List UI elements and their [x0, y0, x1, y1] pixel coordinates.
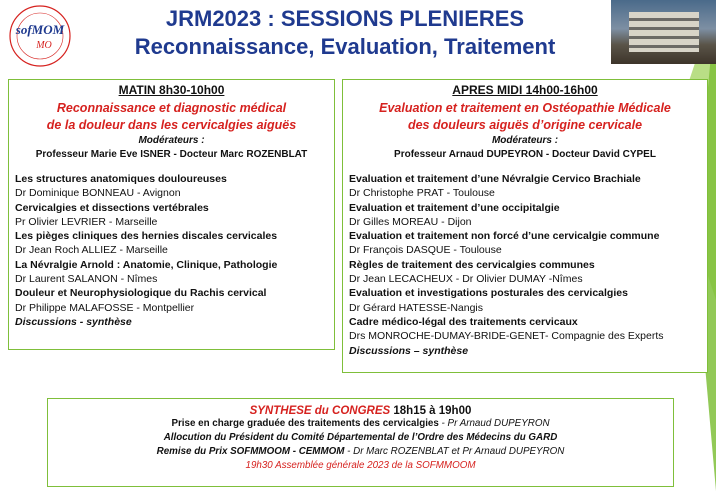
program-item-speaker: Dr Christophe PRAT - Toulouse: [349, 187, 495, 200]
synthesis-header-title: SYNTHESE du CONGRES: [249, 405, 391, 417]
afternoon-session-box: [342, 79, 708, 373]
afternoon-moderators: Professeur Arnaud DUPEYRON - Docteur David CYPEL: [394, 149, 656, 160]
building-photo: [611, 0, 716, 64]
morning-program-list: [15, 172, 334, 329]
afternoon-session-subtitle-1: Evaluation et traitement en Ostéopathie Médicale: [379, 101, 671, 115]
page-subtitle: Reconnaissance, Evaluation, Traitement: [134, 34, 556, 59]
synthesis-line-3-text: Remise du Prix SOFMMOOM - CEMMOM: [156, 446, 345, 457]
morning-session-subtitle-2: de la douleur dans les cervicalgies aiguës: [46, 118, 297, 132]
program-item-title: Cervicalgies et dissections vertébrales: [15, 201, 209, 214]
synthesis-header: [48, 405, 673, 417]
program-item-speaker: Dr Gérard HATESSE-Nangis: [349, 301, 484, 314]
synthesis-line-3: [48, 445, 673, 459]
svg-text:MO: MO: [36, 40, 52, 51]
synthesis-box: [47, 398, 674, 487]
afternoon-session-subtitle-2: des douleurs aiguës d’origine cervicale: [407, 118, 643, 132]
sofmmoom-logo: [8, 4, 72, 68]
program-item-title: Règles de traitement des cervicalgies communes: [349, 258, 595, 271]
svg-text:sofMOM: sofMOM: [15, 22, 65, 37]
program-item-title: Evaluation et investigations posturales des cervicalgies: [349, 287, 628, 300]
morning-moderators: Professeur Marie Eve ISNER - Docteur Marc ROZENBLAT: [35, 149, 308, 160]
morning-session-header: MATIN 8h30-10h00: [118, 83, 225, 97]
program-item-speaker: Pr Olivier LEVRIER - Marseille: [15, 215, 158, 228]
program-item-title: Les structures anatomiques douloureuses: [15, 173, 227, 185]
program-item-title: Les pièges cliniques des hernies discales cervicales: [15, 230, 278, 243]
program-item-speaker: Dr Jean LECACHEUX - Dr Olivier DUMAY -Nîmes: [349, 273, 583, 286]
program-item-speaker: Dr Jean Roch ALLIEZ - Marseille: [15, 244, 168, 257]
synthesis-line-1-speaker: - Pr Arnaud DUPEYRON: [438, 418, 550, 429]
program-item-title: Cadre médico-légal des traitements cervicaux: [349, 315, 578, 328]
program-item-title: Evaluation et traitement d’une occipitalgie: [349, 201, 560, 214]
program-item-title: Douleur et Neurophysiologique du Rachis cervical: [15, 287, 267, 300]
morning-session-box: [8, 79, 335, 350]
afternoon-discussion: Discussions – synthèse: [349, 344, 469, 357]
program-item-speaker: Dr Laurent SALANON - Nîmes: [15, 273, 158, 286]
program-item-title: La Névralgie Arnold : Anatomie, Clinique, Pathologie: [15, 258, 278, 271]
page-title: JRM2023 : SESSIONS PLENIERES: [165, 6, 525, 31]
program-item-title: Evaluation et traitement non forcé d’une cervicalgie commune: [349, 230, 660, 243]
morning-moderators-label: Modérateurs :: [138, 135, 205, 146]
program-item-speaker: Dr François DASQUE - Toulouse: [349, 244, 502, 257]
program-item-speaker: Dr Philippe MALAFOSSE - Montpellier: [15, 301, 195, 314]
program-item-speaker: Drs MONROCHE-DUMAY-BRIDE-GENET- Compagnie des Experts: [349, 330, 664, 343]
synthesis-header-time: 18h15 à 19h00: [393, 405, 472, 417]
program-item-speaker: Dr Gilles MOREAU - Dijon: [349, 215, 472, 228]
synthesis-line-4: 19h30 Assemblée générale 2023 de la SOFMMOOM: [245, 460, 476, 471]
afternoon-moderators-label: Modérateurs :: [491, 135, 559, 146]
afternoon-session-header: APRES MIDI 14h00-16h00: [452, 83, 598, 97]
synthesis-line-2: Allocution du Président du Comité Départemental de l’Ordre des Médecins du GARD: [163, 432, 558, 443]
synthesis-line-1-text: Prise en charge graduée des traitements des cervicalgies: [171, 418, 439, 429]
morning-session-subtitle-1: Reconnaissance et diagnostic médical: [56, 101, 287, 115]
morning-discussion: Discussions - synthèse: [15, 315, 132, 328]
program-item-speaker: Dr Dominique BONNEAU - Avignon: [15, 187, 181, 200]
afternoon-program-list: [349, 172, 707, 358]
synthesis-line-1: [48, 417, 673, 431]
synthesis-line-3-speaker: - Dr Marc ROZENBLAT et Pr Arnaud DUPEYRON: [344, 446, 565, 457]
program-item-title: Evaluation et traitement d’une Névralgie Cervico Brachiale: [349, 173, 641, 185]
